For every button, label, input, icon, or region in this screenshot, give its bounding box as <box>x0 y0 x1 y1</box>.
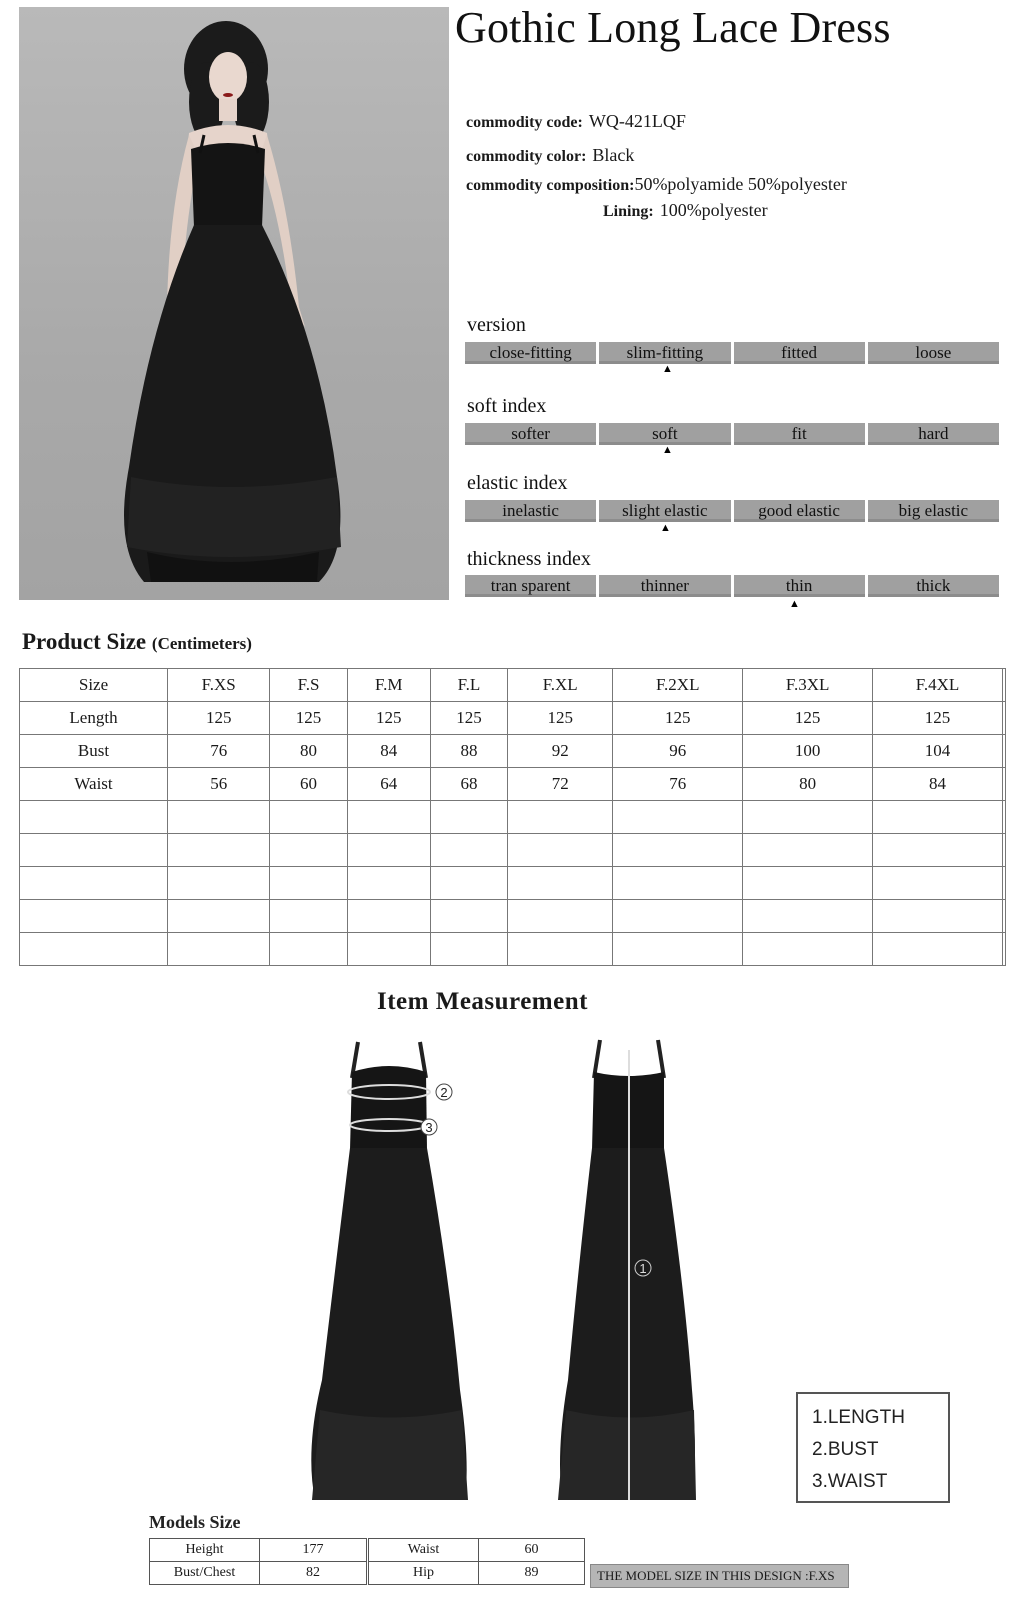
table-cell: 125 <box>168 702 270 735</box>
table-cell: Waist <box>369 1539 479 1562</box>
table-cell <box>430 867 507 900</box>
table-header-cell: F.3XL <box>743 669 873 702</box>
model-size-note: THE MODEL SIZE IN THIS DESIGN :F.XS <box>590 1564 849 1588</box>
table-cell <box>168 867 270 900</box>
table-cell <box>270 900 347 933</box>
product-size-heading: Product Size <box>22 629 147 654</box>
table-header-cell: F.XL <box>508 669 613 702</box>
table-header-cell: F.XS <box>168 669 270 702</box>
product-size-unit: (Centimeters) <box>151 634 252 653</box>
table-cell: 56 <box>168 768 270 801</box>
table-cell: Height <box>150 1539 260 1562</box>
elastic-index-title: elastic index <box>467 472 568 494</box>
table-cell: Length <box>20 702 168 735</box>
table-cell: 80 <box>270 735 347 768</box>
spec-lining <box>603 200 768 221</box>
soft-index-selected-marker: ▲ <box>662 444 673 456</box>
table-row <box>20 735 1006 768</box>
table-cell <box>1003 867 1006 900</box>
table-cell <box>347 834 430 867</box>
table-cell <box>20 801 168 834</box>
table-cell: 125 <box>347 702 430 735</box>
table-cell <box>873 933 1003 966</box>
table-cell <box>347 900 430 933</box>
table-cell <box>270 801 347 834</box>
table-header-row <box>20 669 1006 702</box>
spec-code-value: WQ-421LQF <box>588 111 686 131</box>
table-header-cell: F.2XL <box>613 669 743 702</box>
dress-measurement-diagram <box>300 1030 700 1520</box>
version-selected-marker: ▲ <box>662 363 673 375</box>
elastic-index-option: big elastic <box>868 500 999 522</box>
table-cell: 125 <box>270 702 347 735</box>
table-cell <box>20 933 168 966</box>
table-cell <box>20 867 168 900</box>
item-measurement-title: Item Measurement <box>377 988 588 1015</box>
table-cell: 80 <box>743 768 873 801</box>
legend-item: 2.BUST <box>812 1439 879 1460</box>
table-cell <box>168 900 270 933</box>
table-cell <box>430 933 507 966</box>
table-cell <box>508 933 613 966</box>
spec-lining-value: 100%polyester <box>659 200 768 220</box>
table-cell <box>430 801 507 834</box>
table-cell: 76 <box>613 768 743 801</box>
table-cell <box>1003 900 1006 933</box>
table-cell <box>613 900 743 933</box>
table-cell <box>613 867 743 900</box>
models-table-right <box>368 1538 585 1585</box>
table-cell <box>20 834 168 867</box>
table-row <box>20 702 1006 735</box>
thickness-index-option: tran sparent <box>465 575 596 597</box>
table-cell: 125 <box>873 702 1003 735</box>
table-cell: 68 <box>430 768 507 801</box>
spec-lining-label: Lining: <box>603 203 654 220</box>
thickness-index-title: thickness index <box>467 548 591 570</box>
version-title: version <box>467 314 526 336</box>
table-cell <box>168 834 270 867</box>
table-cell <box>873 801 1003 834</box>
table-cell <box>743 900 873 933</box>
table-cell <box>743 933 873 966</box>
table-cell: 125 <box>430 702 507 735</box>
table-cell <box>508 900 613 933</box>
table-cell: 92 <box>508 735 613 768</box>
table-cell: Waist <box>20 768 168 801</box>
elastic-index-option: good elastic <box>734 500 865 522</box>
soft-index-option: hard <box>868 423 999 445</box>
dress-front-illustration <box>311 1042 468 1500</box>
table-cell <box>613 801 743 834</box>
version-option: loose <box>868 342 999 364</box>
elastic-index-selected-marker: ▲ <box>660 522 671 534</box>
spec-composition <box>466 174 847 195</box>
version-option: slim-fitting <box>599 342 730 364</box>
table-cell <box>743 801 873 834</box>
table-cell: 96 <box>613 735 743 768</box>
marker-bust: 2 <box>440 1085 448 1100</box>
spec-color-value: Black <box>592 145 635 165</box>
table-cell <box>743 834 873 867</box>
spec-composition-value: 50%polyamide 50%polyester <box>634 174 847 194</box>
product-title: Gothic Long Lace Dress <box>455 3 891 52</box>
table-cell: 76 <box>168 735 270 768</box>
table-row-empty <box>20 867 1006 900</box>
table-cell <box>1003 735 1006 768</box>
thickness-index-option: thinner <box>599 575 730 597</box>
soft-index-bar <box>465 423 999 445</box>
table-cell: 104 <box>873 735 1003 768</box>
spec-composition-label: commodity composition: <box>466 177 635 194</box>
table-header-cell: F.L <box>430 669 507 702</box>
table-row-empty <box>20 801 1006 834</box>
dress-model-illustration <box>19 7 449 600</box>
table-header-cell <box>1003 669 1006 702</box>
spec-code <box>466 111 686 132</box>
table-cell: 125 <box>613 702 743 735</box>
version-option: close-fitting <box>465 342 596 364</box>
thickness-index-bar <box>465 575 999 597</box>
table-cell <box>1003 834 1006 867</box>
table-cell: 84 <box>873 768 1003 801</box>
table-cell: 88 <box>430 735 507 768</box>
table-cell: 89 <box>479 1562 585 1585</box>
table-cell <box>1003 702 1006 735</box>
table-cell <box>613 933 743 966</box>
table-cell: Hip <box>369 1562 479 1585</box>
elastic-index-option: inelastic <box>465 500 596 522</box>
table-row-empty <box>20 900 1006 933</box>
marker-length: 1 <box>639 1261 647 1276</box>
table-cell: 177 <box>260 1539 367 1562</box>
table-cell <box>430 834 507 867</box>
dress-back-illustration <box>558 1040 696 1500</box>
table-cell: 60 <box>270 768 347 801</box>
table-row <box>150 1539 367 1562</box>
thickness-index-option: thin <box>734 575 865 597</box>
table-cell <box>20 900 168 933</box>
soft-index-option: fit <box>734 423 865 445</box>
table-header-cell: F.S <box>270 669 347 702</box>
product-size-title <box>22 629 252 655</box>
legend-item: 1.LENGTH <box>812 1407 905 1428</box>
table-cell: Bust <box>20 735 168 768</box>
table-cell: Bust/Chest <box>150 1562 260 1585</box>
models-size-title: Models Size <box>149 1512 241 1532</box>
table-cell: 60 <box>479 1539 585 1562</box>
table-cell: 72 <box>508 768 613 801</box>
table-cell <box>1003 768 1006 801</box>
thickness-index-selected-marker: ▲ <box>789 598 800 610</box>
table-cell: 125 <box>743 702 873 735</box>
elastic-index-option: slight elastic <box>599 500 730 522</box>
models-table-left <box>149 1538 367 1585</box>
table-cell <box>270 834 347 867</box>
soft-index-title: soft index <box>467 395 547 417</box>
version-bar <box>465 342 999 364</box>
soft-index-option: softer <box>465 423 596 445</box>
table-cell: 84 <box>347 735 430 768</box>
measurement-legend <box>796 1392 950 1503</box>
table-cell <box>873 834 1003 867</box>
marker-waist: 3 <box>425 1120 433 1135</box>
table-cell <box>508 867 613 900</box>
elastic-index-bar <box>465 500 999 522</box>
table-cell <box>347 933 430 966</box>
table-header-cell: Size <box>20 669 168 702</box>
table-cell <box>1003 933 1006 966</box>
table-cell <box>873 900 1003 933</box>
table-row <box>20 768 1006 801</box>
table-cell <box>270 867 347 900</box>
thickness-index-option: thick <box>868 575 999 597</box>
legend-item: 3.WAIST <box>812 1471 888 1492</box>
table-header-cell: F.4XL <box>873 669 1003 702</box>
table-cell <box>743 867 873 900</box>
table-cell <box>508 801 613 834</box>
table-cell <box>270 933 347 966</box>
soft-index-option: soft <box>599 423 730 445</box>
table-header-cell: F.M <box>347 669 430 702</box>
table-row-empty <box>20 933 1006 966</box>
table-cell <box>430 900 507 933</box>
table-cell <box>613 834 743 867</box>
table-cell <box>168 801 270 834</box>
model-photo <box>19 7 449 600</box>
spec-code-label: commodity code: <box>466 114 583 131</box>
spec-color-label: commodity color: <box>466 148 587 165</box>
table-cell <box>873 867 1003 900</box>
version-option: fitted <box>734 342 865 364</box>
table-row <box>369 1539 585 1562</box>
table-row-empty <box>20 834 1006 867</box>
table-cell <box>1003 801 1006 834</box>
spec-color <box>466 145 634 166</box>
table-cell <box>347 801 430 834</box>
table-row <box>150 1562 367 1585</box>
table-cell: 125 <box>508 702 613 735</box>
table-cell <box>168 933 270 966</box>
product-size-table <box>19 668 1006 966</box>
table-cell: 82 <box>260 1562 367 1585</box>
table-cell <box>508 834 613 867</box>
table-cell: 64 <box>347 768 430 801</box>
table-cell <box>347 867 430 900</box>
table-row <box>369 1562 585 1585</box>
table-cell: 100 <box>743 735 873 768</box>
